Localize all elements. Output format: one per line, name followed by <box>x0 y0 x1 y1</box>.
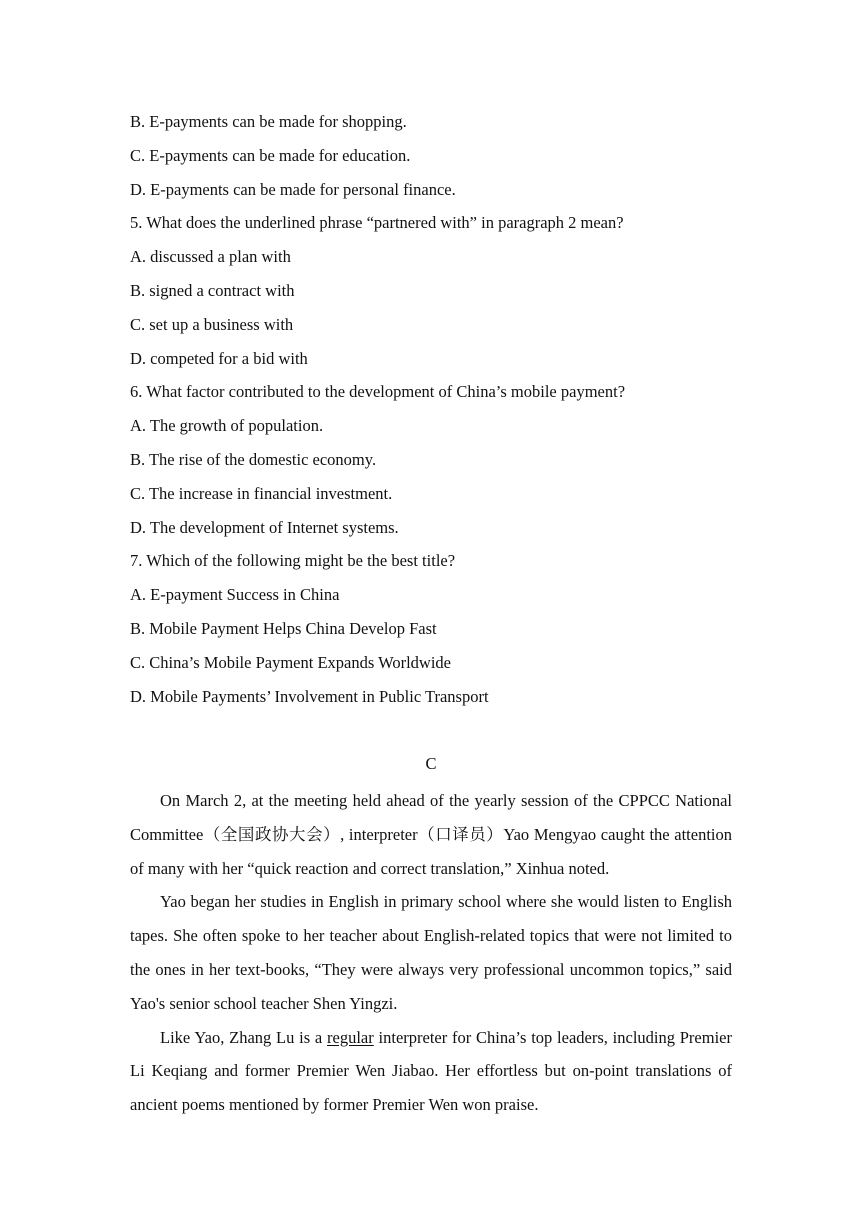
q5-option-c: C. set up a business with <box>130 314 294 334</box>
section-heading-c: C <box>425 754 437 774</box>
q6-question: 6. What factor contributed to the development of China’s mobile payment? <box>130 382 626 402</box>
passage-paragraph-2: Yao began her studies in English in primary school where she would listen to English tapes. She often spoke to her teacher about English-related topics that were not limited to the ones in her text-books, “They were always very professional uncommon topics,” said Yao's senior school teacher Shen Yingzi. <box>130 892 732 1013</box>
underlined-word-regular: regular <box>327 1027 374 1047</box>
document-page <box>130 108 732 1122</box>
q7-question: 7. Which of the following might be the best title? <box>130 551 456 571</box>
q4-option-b: B. E-payments can be made for shopping. <box>130 112 407 131</box>
q5-option-d: D. competed for a bid with <box>130 348 308 368</box>
paragraph-3-text-end: interpreter for China’s top leaders, including Premier Li Keqiang and former Premier Wen Jiabao. Her effortless but on-point translations of ancient poems mentioned by former Premier Wen won praise. <box>130 1027 732 1115</box>
q6-option-c: C. The increase in financial investment. <box>130 483 393 503</box>
q5-option-b: B. signed a contract with <box>130 280 295 300</box>
q5-option-a: A. discussed a plan with <box>130 247 291 267</box>
q4-option-c: C. E-payments can be made for education. <box>130 145 411 165</box>
q7-option-b: B. Mobile Payment Helps China Develop Fast <box>130 618 437 638</box>
passage-paragraph-1: On March 2, at the meeting held ahead of the yearly session of the CPPCC National Committee（全国政协大会）, interpreter（口译员）Yao Mengyao caught the attention of many with her “quick reaction and correct translation,” Xinhua noted. <box>130 790 732 878</box>
q7-option-c: C. China’s Mobile Payment Expands Worldwide <box>130 652 452 672</box>
q7-option-a: A. E-payment Success in China <box>130 585 340 605</box>
passage-paragraph-3 <box>130 1021 732 1122</box>
q6-option-b: B. The rise of the domestic economy. <box>130 449 377 469</box>
q4-option-d: D. E-payments can be made for personal finance. <box>130 179 456 199</box>
q6-option-d: D. The development of Internet systems. <box>130 517 399 537</box>
q7-option-d: D. Mobile Payments’ Involvement in Public Transport <box>130 686 489 706</box>
q6-option-a: A. The growth of population. <box>130 416 324 436</box>
paragraph-3-text-start: Like Yao, Zhang Lu is a <box>160 1027 328 1047</box>
q5-question: 5. What does the underlined phrase “partnered with” in paragraph 2 mean? <box>130 213 624 233</box>
